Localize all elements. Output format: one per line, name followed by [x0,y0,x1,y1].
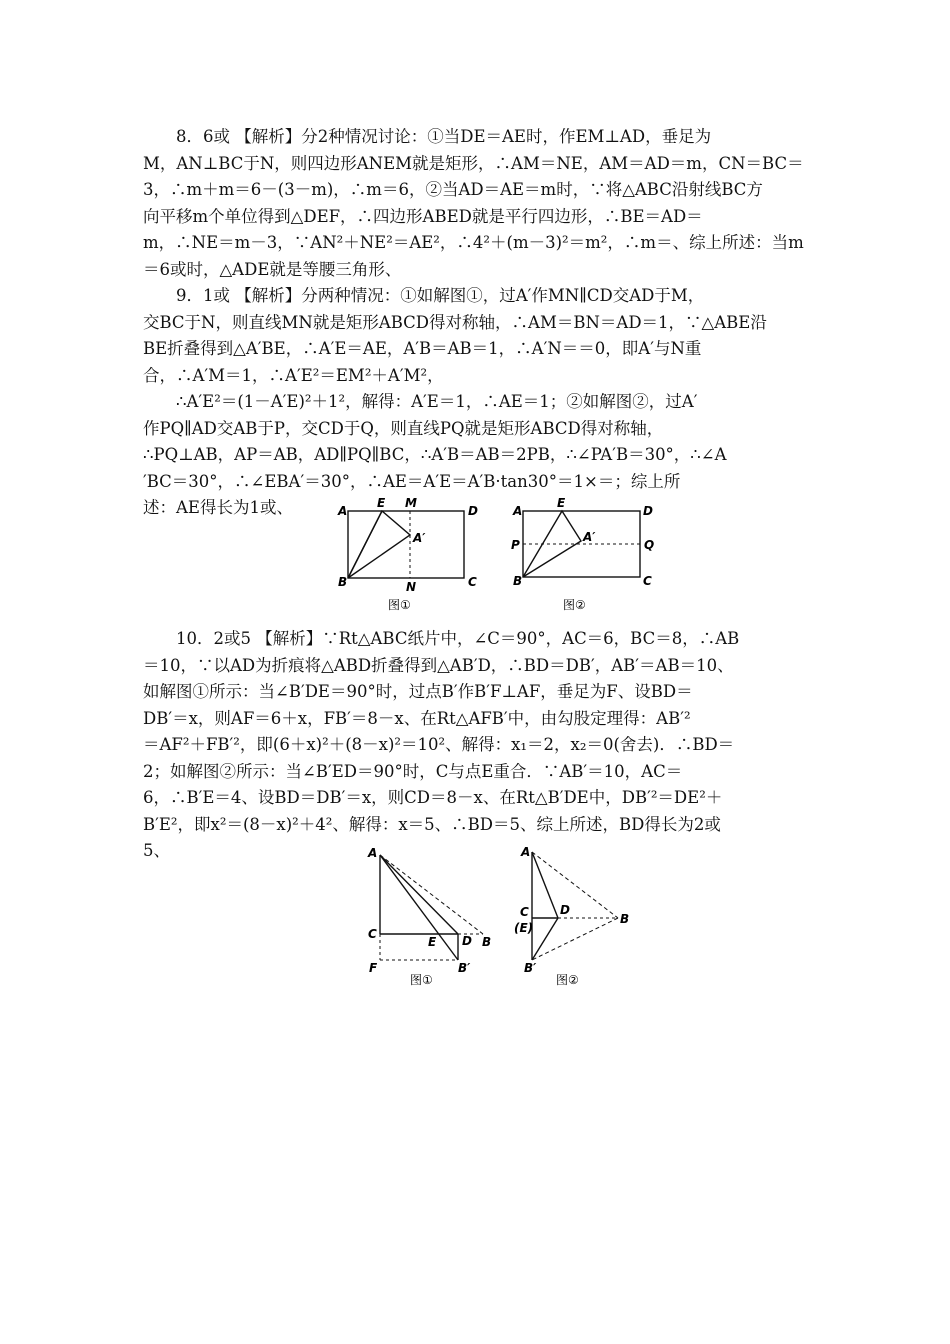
q8-line-1: 8．6或 【解析】分2种情况讨论：①当DE＝AE时，作EM⊥AD，垂足为 [176,127,712,146]
label-b: B [620,912,630,926]
segment-db-prime [532,918,558,960]
q8-line-6: ＝6或时，△ADE就是等腰三角形、 [143,259,402,279]
q8-line-3: 3，∴m＋m＝6－(3－m)，∴m＝6，②当AD＝AE＝m时，∵将△ABC沿射线BC方 [143,180,763,199]
q10-line-4: DB′＝x，则AF＝6＋x，FB′＝8－x、在Rt△AFB′中，由勾股定理得：AB′² [143,708,691,728]
label-c: C [520,905,529,919]
segment-ab-prime [380,855,458,960]
figure-caption: 图① [388,598,411,612]
label-a: A [521,845,531,859]
fold-line-be [348,511,382,578]
q10-line-8: B′E²，即x²＝(8－x)²＋4²、解得：x＝5、∴BD＝5、综上所述，BD得长为2或 [143,814,721,834]
fold-triangle [348,511,410,578]
q10-line-3: 如解图①所示：当∠B′DE＝90°时，过点B′作B′F⊥AF，垂足为F、设BD＝ [143,682,693,701]
label-b-prime: B′ [524,961,537,975]
figure-9-2 [505,495,665,615]
q8-line-5: m，∴NE＝m－3，∵AN²＋NE²＝AE²，∴4²＋(m－3)²＝m²，∴m＝、综上所述：当m [143,233,804,252]
q9-line-2: 交BC于N，则直线MN就是矩形ABCD得对称轴，∴AM＝BN＝AD＝1，∵△ABE沿 [143,312,767,332]
figure-caption: 图② [563,598,586,612]
label-d: D [643,504,653,518]
q10-line-5: ＝AF²＋FB′²，即(6＋x)²＋(8－x)²＝10²、解得：x₁＝2，x₂＝0(舍去)．∴BD＝ [143,735,735,754]
label-b: B [513,574,523,588]
figure-9-1 [330,495,490,615]
label-e: (E) [514,921,534,935]
label-a: A [513,504,523,518]
q10-line-6: 2；如解图②所示：当∠B′ED＝90°时，C与点E重合．∵AB′＝10，AC＝ [143,761,683,781]
figure-caption: 图① [410,973,433,987]
q9-line-1: 9．1或 【解析】分两种情况：①如解图①，过A′作MN∥CD交AD于M， [176,286,705,305]
answer-9 [143,283,808,522]
rectangle-abcd [523,511,640,577]
label-b-prime: B′ [458,961,471,975]
q10-line-1: 10．2或5 【解析】∵Rt△ABC纸片中，∠C＝90°，AC＝6，BC＝8，∴AB [176,629,740,648]
figure-caption: 图② [556,973,579,987]
label-q: Q [644,538,655,552]
label-a: A [338,504,348,518]
answer-10 [143,626,808,865]
figure-10-1 [360,842,500,992]
q9-line-7: ∴PQ⊥AB，AP＝AB，AD∥PQ∥BC，∴A′B＝AB＝2PB，∴∠PA′B＝30°，∴∠A [143,445,727,464]
fold-line-ad [380,855,458,934]
label-e: E [557,496,566,510]
label-d: D [462,934,472,948]
q9-line-3: BE折叠得到△A′BE，∴A′E＝AE，A′B＝AB＝1，∴A′N＝＝0，即A′与N重 [143,339,702,358]
label-d: D [468,504,478,518]
label-d: D [560,903,570,917]
label-e: E [377,496,386,510]
label-f: F [369,961,378,975]
q9-line-8: ′BC＝30°，∴∠EBA′＝30°，∴AE＝A′E＝A′B·tan30°＝1×＝；综上所 [143,471,681,491]
q9-line-9: 述：AE得长为1或、 [143,498,293,517]
label-c: C [368,927,377,941]
q9-line-4: 合，∴A′M＝1，∴A′E²＝EM²＋A′M²， [143,365,444,385]
q10-line-7: 6，∴B′E＝4、设BD＝DB′＝x，则CD＝8－x、在Rt△B′DE中，DB′²＝DE²＋ [143,788,723,807]
label-a: A [368,846,378,860]
q10-line-2: ＝10，∵以AD为折痕将△ABD折叠得到△AB′D，∴BD＝DB′，AB′＝AB＝10、 [143,655,734,675]
q9-line-5: ∴A′E²＝(1－A′E)²＋1²，解得：A′E＝1，∴AE＝1；②如解图②，过A′ [176,392,698,411]
q8-line-2: M，AN⊥BC于N，则四边形ANEM就是矩形，∴AM＝NE，AM＝AD＝m，CN＝BC＝ [143,153,804,173]
q8-line-4: 向平移m个单位得到△DEF，∴四边形ABED就是平行四边形，∴BE＝AD＝ [143,206,703,226]
label-b: B [338,575,348,589]
label-m: M [405,496,417,510]
label-n: N [406,580,417,594]
answer-8 [143,124,808,283]
q9-line-6: 作PQ∥AD交AB于P，交CD于Q，则直线PQ就是矩形ABCD得对称轴， [143,418,664,438]
label-p: P [511,538,520,552]
label-c: C [468,575,477,589]
label-a-prime: A′ [413,531,426,545]
label-b: B [482,935,492,949]
figure-10-2 [510,842,640,992]
label-c: C [643,574,652,588]
label-a-prime: A′ [583,530,596,544]
q10-line-9: 5、 [143,841,170,860]
dashed-segment-ab [380,855,483,934]
label-e: E [428,935,437,949]
